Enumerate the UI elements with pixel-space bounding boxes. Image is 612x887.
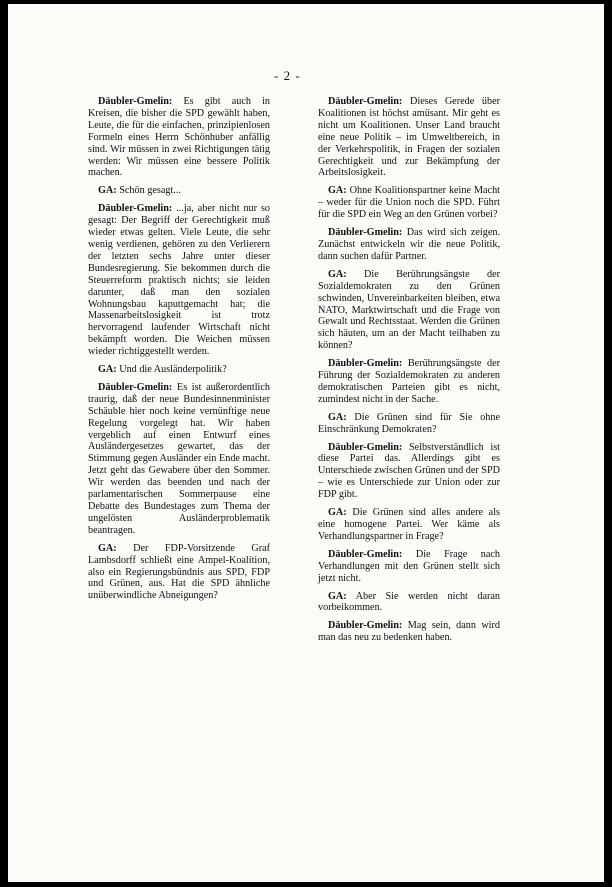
interview-paragraph — [318, 442, 500, 502]
interview-paragraph — [88, 382, 270, 537]
speaker-label: Däubler-Gmelin: — [98, 381, 173, 393]
paragraph-text: Und die Ausländerpolitik? — [119, 364, 227, 376]
interview-paragraph — [318, 412, 500, 436]
speaker-label: Däubler-Gmelin: — [98, 203, 173, 215]
speaker-label: GA: — [328, 268, 347, 280]
interview-paragraph — [318, 96, 500, 179]
paragraph-text: Die Berührungsängste der Sozialdemokraten zu den Grünen schwinden, Unvereinbarkeiten bleiben, etwa NATO, Marktwirtschaft und die Frage von Gewalt und Rechtsstaat. Werden die Grünen sich häuten, um an der Macht teilhaben zu können? — [318, 268, 500, 352]
paragraph-text: Dieses Gerede über Koalitionen ist höchst amüsant. Mir geht es nicht um Koalitionen. Unser Land braucht eine neue Politik – im Umweltbereich, in der Verkehrspolitik, in Fragen der sozialen Gerechtigkeit und zur Bekämpfung der Arbeitslosigkeit. — [318, 96, 501, 179]
paragraph-text: Ohne Koalitionspartner keine Macht – weder für die Union noch die SPD. Führt für die SPD ein Weg an den Grünen vorbei? — [318, 185, 500, 221]
interview-paragraph — [318, 549, 500, 585]
speaker-label: Däubler-Gmelin: — [328, 620, 403, 632]
speaker-label: Däubler-Gmelin: — [328, 227, 403, 239]
interview-paragraph — [88, 543, 270, 603]
interview-paragraph — [318, 269, 500, 352]
paragraph-text: ...ja, aber nicht nur so gesagt: Der Begriff der Gerechtigkeit muß wieder etwas gelten. Viele Leute, die sehr wenig verdienen, gehören zu den Verlierern der letzten sechs Jahre unter dieser Bundesregierung. Sie bekommen durch die Steuerreform praktisch nichts; sie leiden darunter, daß man den sozialen Wohnungsbau kaputtgemacht hat; die Massenarbeitslosigkeit ist trotz hervorragend laufender Wirtschaft nicht bekämpft worden. Die Weichen müssen wieder richtiggestellt werden. — [88, 203, 271, 358]
document-page — [8, 4, 604, 882]
paragraph-text: Das wird sich zeigen. Zunächst entwickeln wir die neue Politik, dann suchen dafür Partner. — [318, 227, 500, 262]
right-column — [318, 96, 500, 650]
speaker-label: Däubler-Gmelin: — [328, 441, 403, 453]
speaker-label: GA: — [328, 411, 347, 423]
paragraph-text: Schön gesagt... — [119, 185, 181, 197]
paragraph-text: Berührungsängste der Führung der Sozialdemokraten zu anderen demokratischen Parteien gibt es nicht, zumindest nicht in der Sache. — [318, 358, 500, 405]
interview-paragraph — [318, 591, 500, 615]
paragraph-text: Selbstverständlich ist diese Partei das. Allerdings gibt es Unterschiede zwischen Grünen und der SPD – wie es Unterschiede zur Union oder zur FDP gibt. — [318, 441, 500, 501]
speaker-label: GA: — [98, 364, 117, 376]
speaker-label: Däubler-Gmelin: — [328, 96, 403, 107]
interview-paragraph — [88, 96, 270, 179]
interview-paragraph — [88, 185, 270, 197]
speaker-label: Däubler-Gmelin: — [328, 358, 403, 370]
interview-paragraph — [88, 364, 270, 376]
interview-paragraph — [88, 203, 270, 358]
speaker-label: GA: — [328, 590, 347, 602]
speaker-label: GA: — [328, 507, 347, 519]
speaker-label: GA: — [98, 185, 117, 197]
interview-paragraph — [318, 507, 500, 543]
paragraph-text: Es ist außerordentlich traurig, daß der neue Bundesinnenminister Schäuble hier noch keine vernünftige neue Regelung vorgelegt hat. Wir haben vergeblich auf einen Entwurf eines Ausländergesetzes gewartet, das der Stimmung gegen Ausländer ein Ende macht. Jetzt geht das Gewabere über den Sommer. Wir werden das beenden und nach der parlamentarischen Sommerpause eine Debatte des Bundestages zum Thema der ungelösten Ausländerproblematik beantragen. — [88, 381, 270, 536]
speaker-label: Däubler-Gmelin: — [328, 548, 403, 560]
paragraph-text: Der FDP-Vorsitzende Graf Lambsdorff schließt eine Ampel-Koalition, also ein Regierungsbündnis aus SPD, FDP und Grünen, aus. Hat die SPD ähnliche unüberwindliche Abneigungen? — [88, 542, 270, 602]
paragraph-text: Die Frage nach Verhandlungen mit den Grünen stellt sich jetzt nicht. — [318, 548, 501, 584]
paragraph-text: Die Grünen sind für Sie ohne Einschränkung Demokraten? — [318, 411, 500, 435]
interview-paragraph — [318, 227, 500, 263]
left-column — [88, 96, 270, 608]
page-number: - 2 - — [274, 68, 301, 83]
speaker-label: GA: — [328, 185, 347, 197]
paragraph-text: Es gibt auch in Kreisen, die bisher die SPD gewählt haben, Leute, die für die einfachen, prinzipienlosen Formeln eines Herrn Schönhuber anfällig sind. Wir müssen in zwei Richtigungen tätig werden: Wir müssen eine bessere Politik machen. — [88, 96, 270, 179]
speaker-label: GA: — [98, 542, 117, 554]
interview-paragraph — [318, 358, 500, 406]
speaker-label: Däubler-Gmelin: — [98, 96, 173, 107]
interview-paragraph — [318, 620, 500, 644]
interview-paragraph — [318, 185, 500, 221]
paragraph-text: Mag sein, dann wird man das neu zu bedenken haben. — [318, 620, 500, 644]
paragraph-text: Die Grünen sind alles andere als eine homogene Partei. Wer käme als Verhandlungspartner in Frage? — [318, 507, 500, 542]
paragraph-text: Aber Sie werden nicht daran vorbeikommen. — [318, 590, 501, 614]
